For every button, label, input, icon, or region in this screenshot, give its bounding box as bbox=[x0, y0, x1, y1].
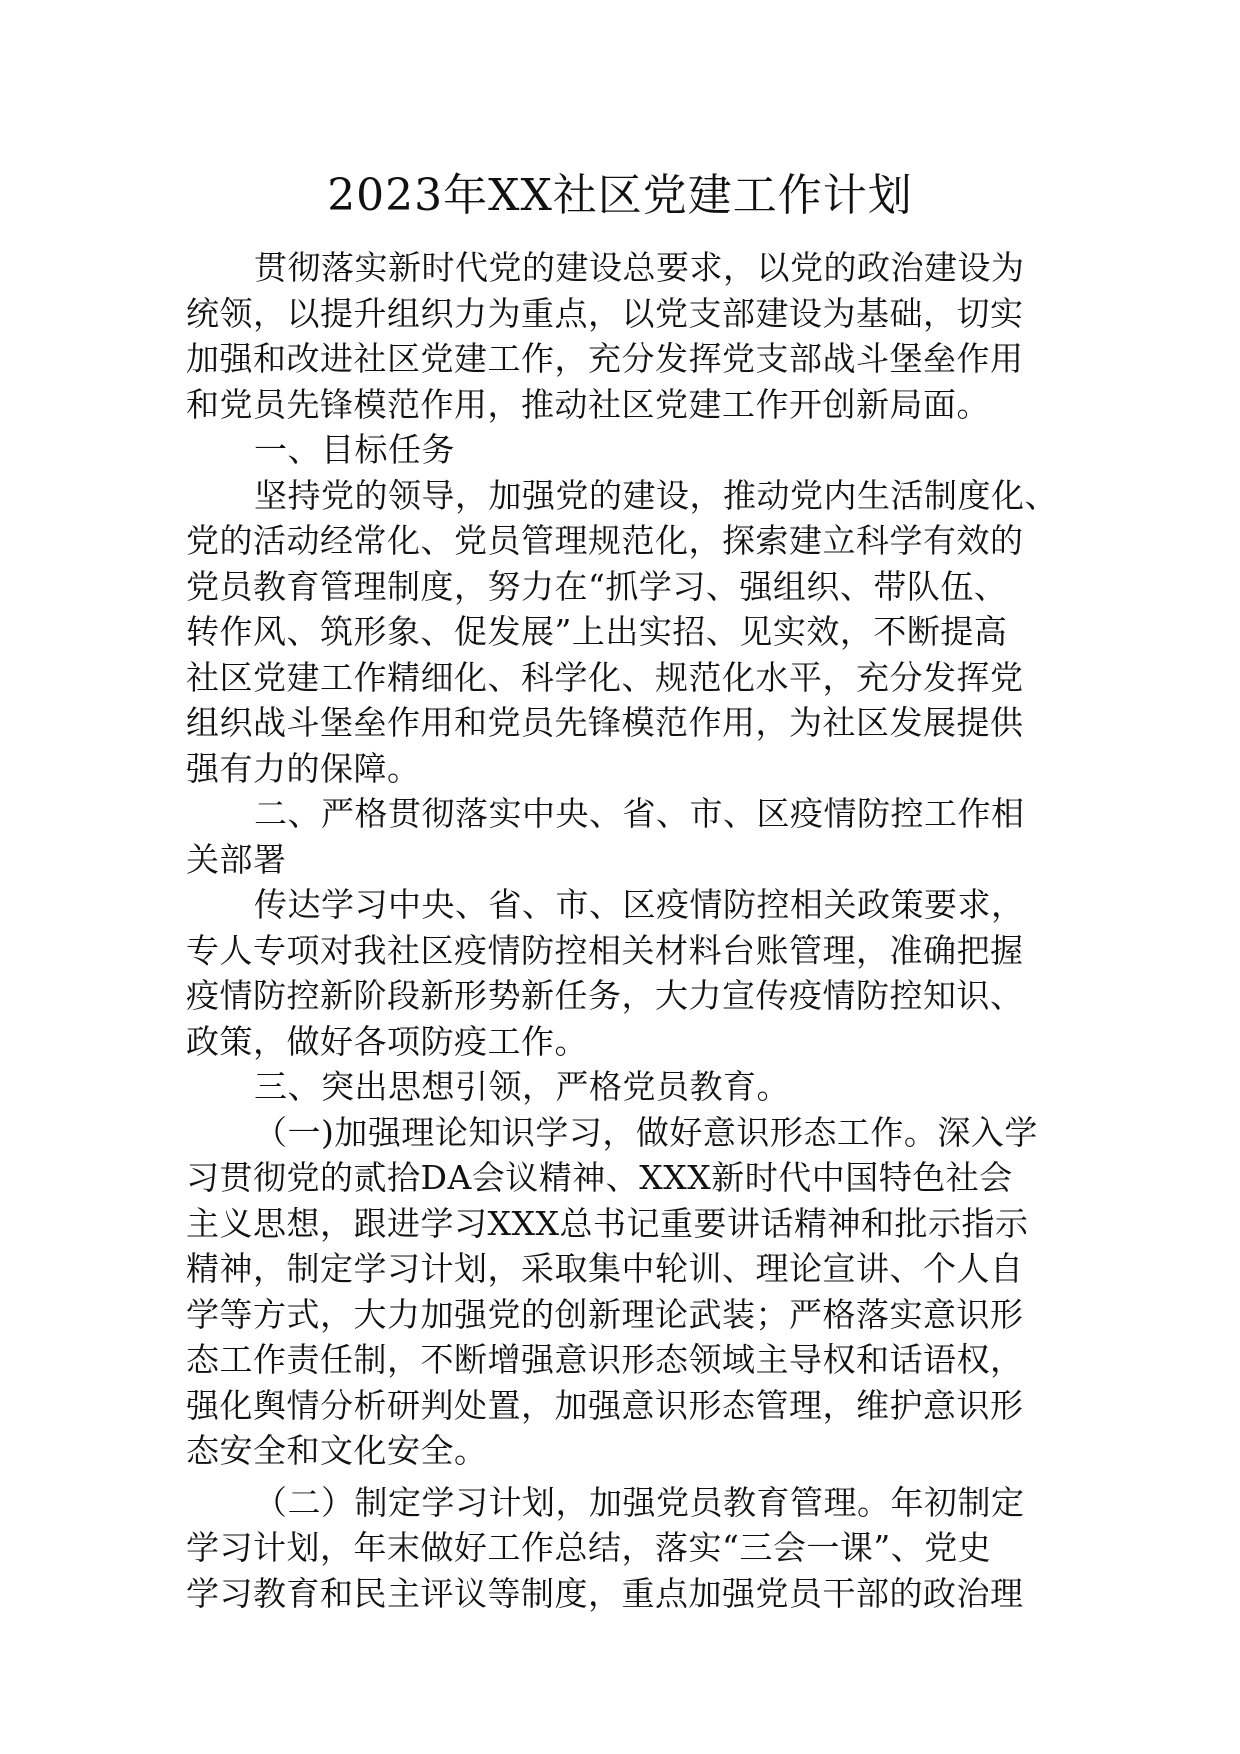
paragraph-line: 社区党建工作精细化、科学化、规范化水平，充分发挥党 bbox=[186, 657, 1024, 697]
paragraph-line: 主义思想，跟进学习XXX总书记重要讲话精神和批示指示 bbox=[186, 1203, 1029, 1243]
paragraph-line: 精神，制定学习计划，采取集中轮训、理论宣讲、个人自 bbox=[186, 1249, 1024, 1288]
document-title: 2023年XX社区党建工作计划 bbox=[327, 170, 913, 221]
paragraph-line: 学习计划，年末做好工作总结，落实“三会一课”、党史 bbox=[186, 1528, 992, 1567]
paragraph-line: 和党员先锋模范作用，推动社区党建工作开创新局面。 bbox=[186, 384, 990, 424]
paragraph-line: 专人专项对我社区疫情防控相关材料台账管理，准确把握 bbox=[186, 930, 1024, 970]
paragraph-line: 传达学习中央、省、市、区疫情防控相关政策要求， bbox=[254, 885, 1025, 924]
paragraph-line: （二）制定学习计划，加强党员教育管理。年初制定 bbox=[254, 1482, 1025, 1522]
paragraph-line: 疫情防控新阶段新形势新任务，大力宣传疫情防控知识、 bbox=[186, 976, 1024, 1015]
paragraph-line: 转作风、筑形象、促发展”上出实招、见实效，不断提高 bbox=[186, 612, 1008, 651]
paragraph-line: 组织战斗堡垒作用和党员先锋模范作用，为社区发展提供 bbox=[186, 703, 1024, 742]
section-heading-continued: 关部署 bbox=[186, 839, 287, 879]
paragraph-line: 学习教育和民主评议等制度，重点加强党员干部的政治理 bbox=[186, 1573, 1024, 1613]
section-heading: 二、严格贯彻落实中央、省、市、区疫情防控工作相 bbox=[254, 794, 1025, 833]
paragraph-line: 党的活动经常化、党员管理规范化，探索建立科学有效的 bbox=[186, 521, 1024, 560]
paragraph-line: 强化舆情分析研判处置，加强意识形态管理，维护意识形 bbox=[186, 1385, 1024, 1425]
paragraph-line: 习贯彻党的贰拾DA会议精神、XXX新时代中国特色社会 bbox=[186, 1158, 1013, 1197]
paragraph-line: 学等方式，大力加强党的创新理论武装；严格落实意识形 bbox=[186, 1294, 1024, 1334]
document-body bbox=[186, 245, 1066, 1616]
section-heading: 一、目标任务 bbox=[254, 430, 455, 469]
section-heading: 三、突出思想引领，严格党员教育。 bbox=[254, 1067, 790, 1106]
paragraph-line: （一)加强理论知识学习，做好意识形态工作。深入学 bbox=[254, 1112, 1038, 1152]
paragraph-line: 统领，以提升组织力为重点，以党支部建设为基础，切实 bbox=[186, 293, 1024, 333]
paragraph-line: 态安全和文化安全。 bbox=[186, 1431, 488, 1470]
paragraph-line: 党员教育管理制度，努力在“抓学习、强组织、带队伍、 bbox=[186, 566, 1008, 606]
paragraph-line: 贯彻落实新时代党的建设总要求，以党的政治建设为 bbox=[254, 248, 1025, 287]
paragraph-line: 强有力的保障。 bbox=[186, 748, 421, 788]
paragraph-line: 加强和改进社区党建工作，充分发挥党支部战斗堡垒作用 bbox=[186, 339, 1024, 378]
paragraph-line: 态工作责任制，不断增强意识形态领域主导权和话语权， bbox=[186, 1340, 1024, 1379]
paragraph-line: 坚持党的领导，加强党的建设，推动党内生活制度化、 bbox=[254, 475, 1058, 515]
paragraph-line: 政策，做好各项防疫工作。 bbox=[186, 1021, 588, 1061]
